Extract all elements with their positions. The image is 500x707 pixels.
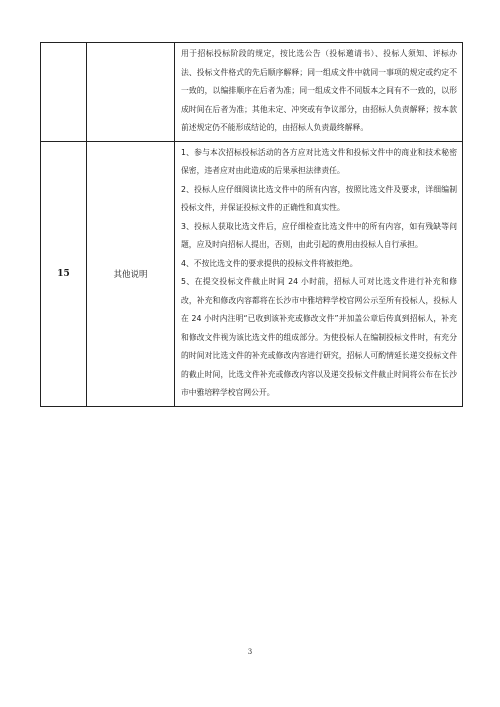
row-number-cell — [41, 43, 87, 142]
row-number-cell: 15 — [41, 141, 87, 406]
list-item: 4、不按比选文件的要求提供的投标文件将被拒绝。 — [181, 258, 358, 268]
row-label-cell: 其他说明 — [87, 141, 175, 406]
list-item: 5、在提交投标文件截止时间 24 小时前，招标人可对比选文件进行补充和修改，补充和修改内容都将在长沙市中雅培粹学校官网公示至所有投标人，投标人在 24 小时内注明“已收到该补充或修改文件”并加盖公章后传真到招标人，补充和修改文件视为该比选文件的组成部分。为使投标人在编制投标文件时，有充分的时间对比选文件的补充或修改内容进行研究，招标人可酌情延长递交投标文件的截止时间，比选文件补充或修改内容以及递交投标文件截止时间将公布在长沙市中雅培粹学校官网公开。 — [181, 277, 457, 397]
row-content-cell — [175, 141, 463, 406]
list-item: 1、参与本次招标投标活动的各方应对比选文件和投标文件中的商业和技术秘密保密，违者应对由此造成的后果承担法律责任。 — [181, 147, 457, 175]
row-label-cell — [87, 43, 175, 142]
document-table — [40, 42, 463, 407]
row-content-cell — [175, 43, 463, 142]
page-number: 3 — [247, 648, 253, 656]
list-item: 3、投标人获取比选文件后，应仔细检查比选文件中的所有内容，如有残缺等问题，应及时向招标人提出，否则，由此引起的费用由投标人自行承担。 — [181, 221, 457, 249]
continuation-paragraph: 用于招标投标阶段的规定，按比选公告（投标邀请书）、投标人须知、评标办法、投标文件格式的先后顺序解释；同一组成文件中就同一事项的规定或约定不一致的，以编排顺序在后者为准；同一组成文件不同版本之间有不一致的，以形成时间在后者为准；其他未定、冲突或有争议部分，由招标人负责解释；按本款前述规定仍不能形成结论的，由招标人负责最终解释。 — [181, 49, 457, 132]
table-row — [41, 43, 463, 142]
table-row — [41, 141, 463, 406]
list-item: 2、投标人应仔细阅读比选文件中的所有内容，按照比选文件及要求，详细编制投标文件，并保证投标文件的正确性和真实性。 — [181, 184, 457, 212]
